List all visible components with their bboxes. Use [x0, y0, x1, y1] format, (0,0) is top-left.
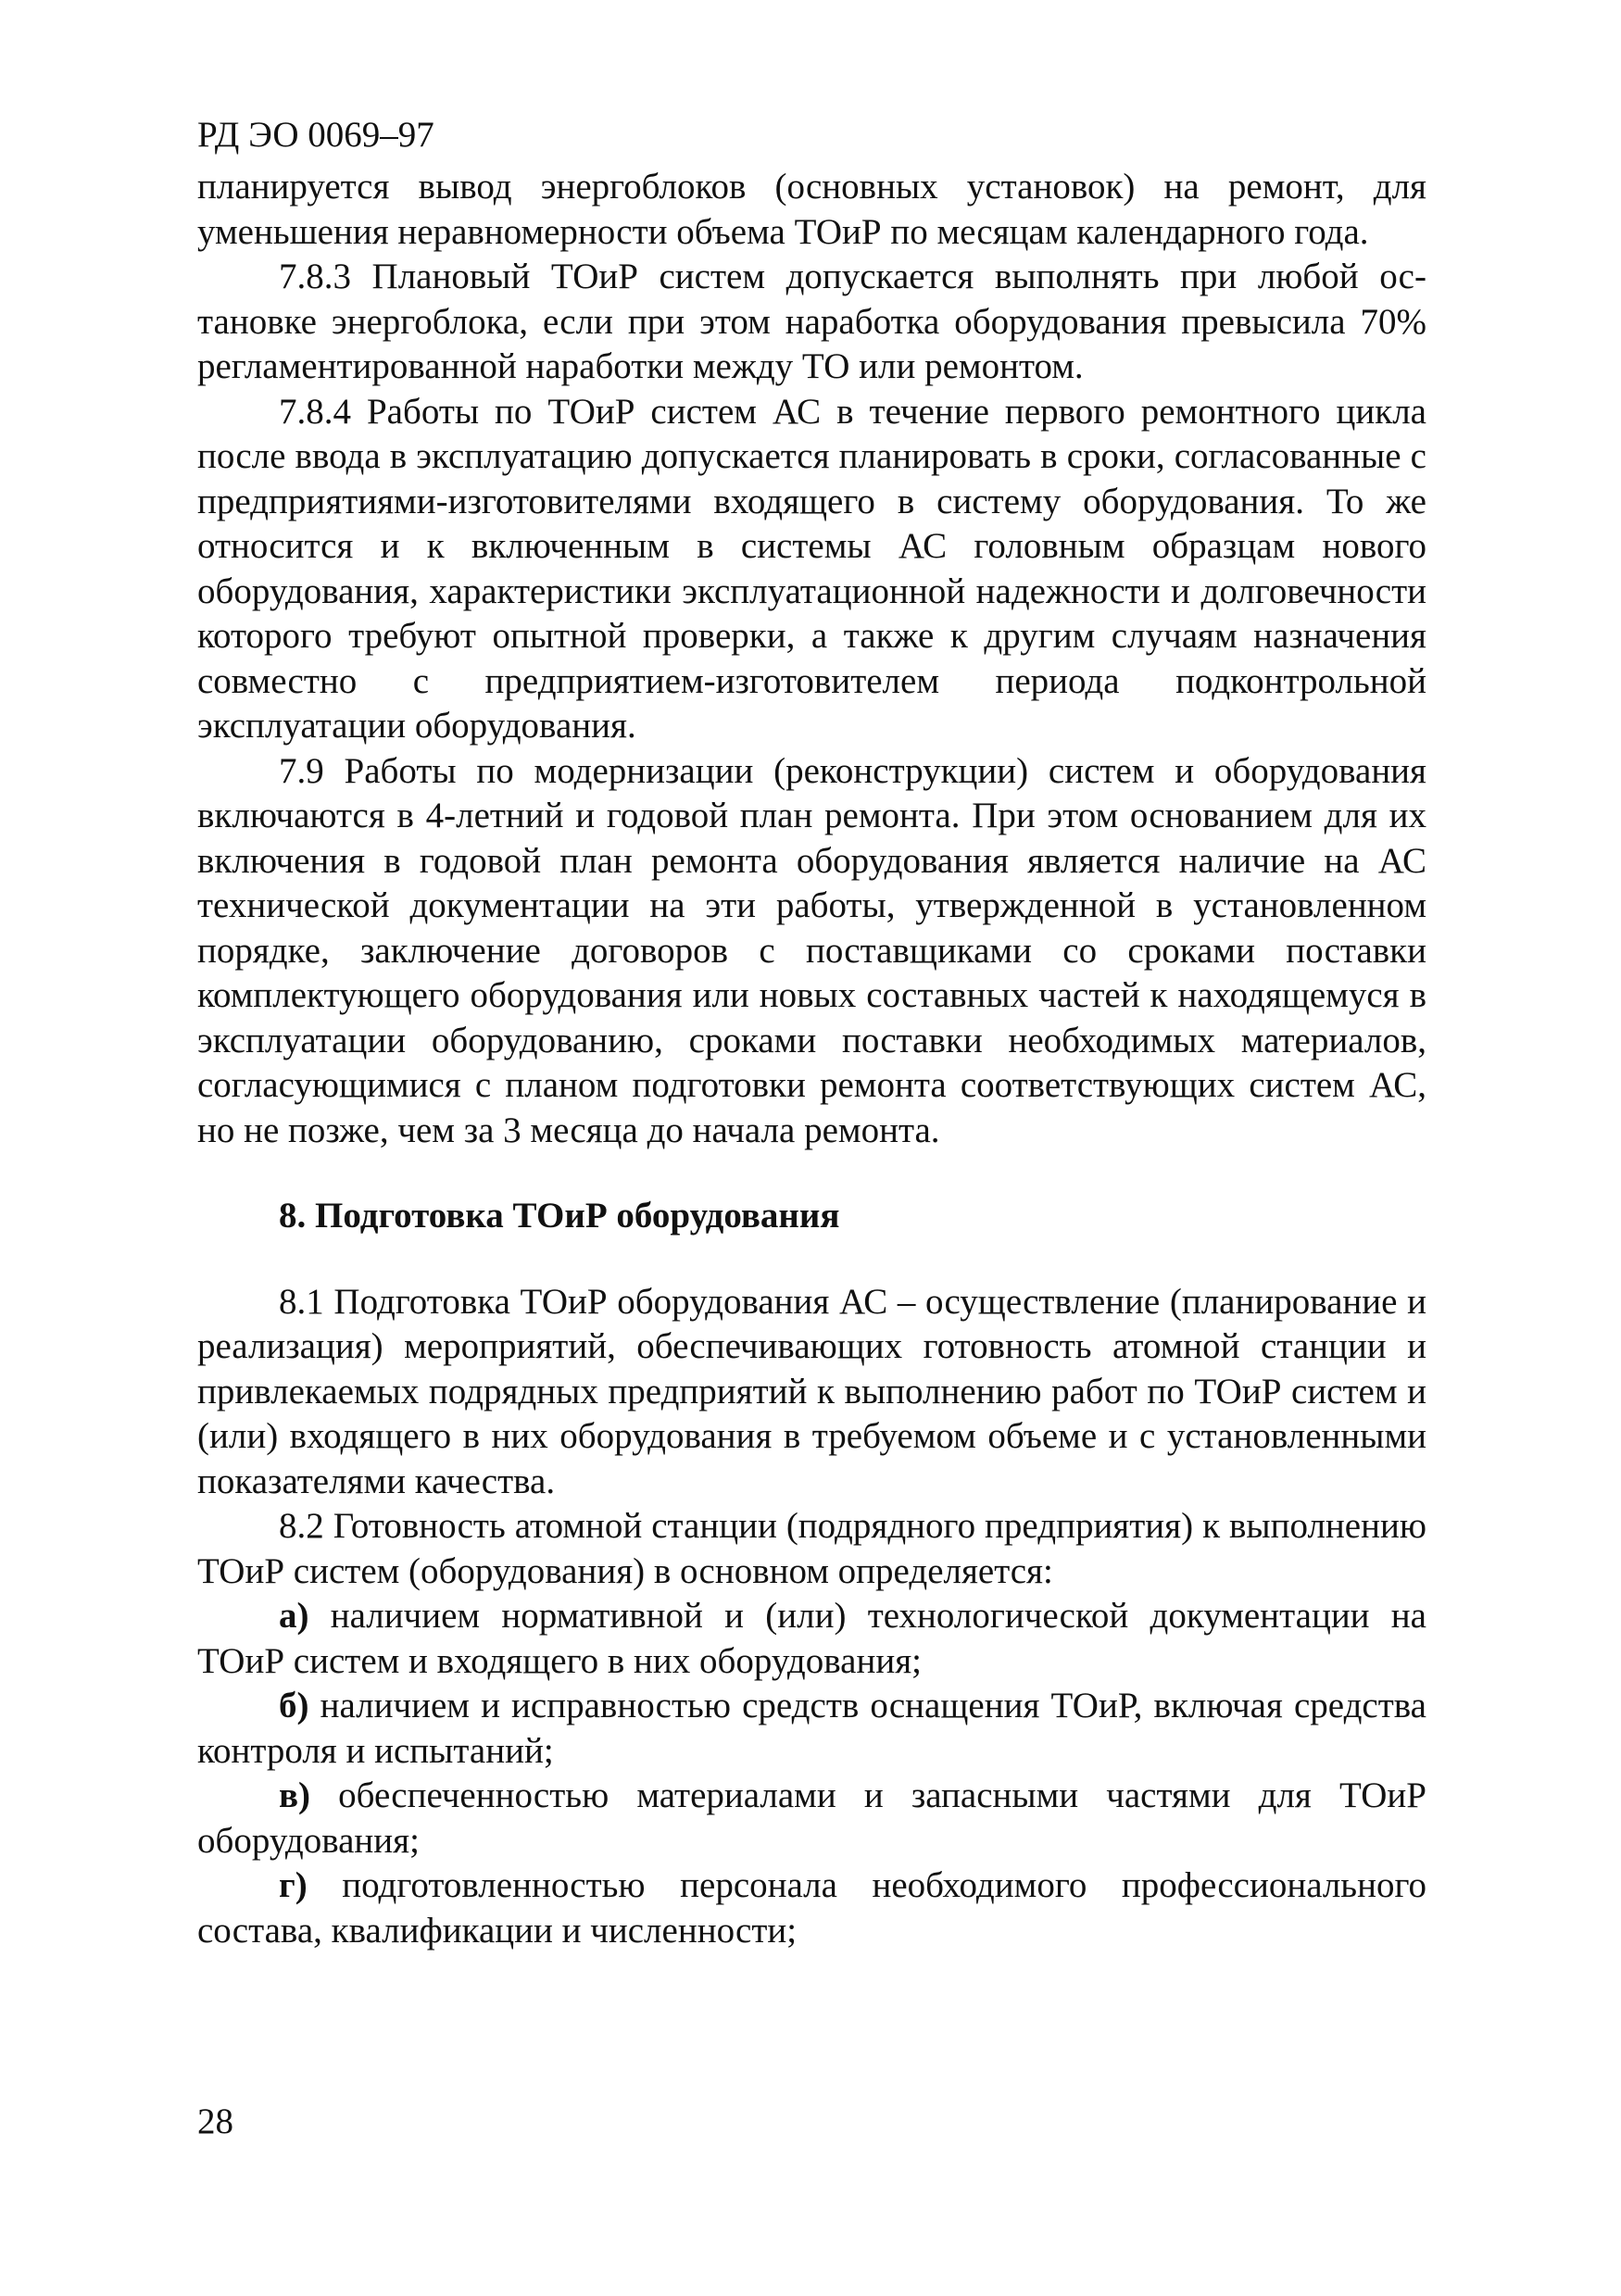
- list-item-text: подготовленностью персонала необходимого профессионального состава, квалификации и численности;: [197, 1865, 1426, 1951]
- paragraph-7-9: 7.9 Работы по модернизации (реконструкции) систем и оборудования включаются в 4-летний и годовой план ремонта. При этом основанием для их включения в годовой план ремонта оборудования является наличие на АС технической документации на эти работы, утвержденной в установленном порядке, заключение договоров с поставщиками со сроками поставки комплектующего оборудования или новых составных частей к находящемуся в эксплуатации оборудованию, сроками поставки необходимых материалов, согласующимися с планом подготовки ремонта соответствующих систем АС, но не позже, чем за 3 месяца до начала ремонта.: [197, 750, 1426, 1150]
- list-marker: а): [279, 1596, 309, 1636]
- paragraph-7-8-3: 7.8.3 Плановый ТОиР систем допускается выполнять при любой остановке энергоблока, если при этом наработка оборудования превысила 70% регламентированной наработки между ТО или ремонтом.: [197, 257, 1426, 386]
- list-item-text: наличием и исправностью средств оснащения ТОиР, включая средства контроля и испытаний;: [197, 1686, 1426, 1771]
- list-item-b: [197, 1684, 1426, 1774]
- paragraph-7-8-4: 7.8.4 Работы по ТОиР систем АС в течение первого ремонтного цикла после ввода в эксплуатацию допускается планировать в сроки, согласованные с предприятиями-изготовителями входящего в систему оборудования. То же относится и к включенным в системы АС головным образцам нового оборудования, характеристики эксплуатационной надежности и долговечности которого требуют опытной проверки, а также к другим случаям назначения совместно с предприятием-изготовителем периода подконтрольной эксплуатации оборудования.: [197, 391, 1426, 746]
- list-marker: б): [279, 1686, 309, 1725]
- paragraph-8-1: 8.1 Подготовка ТОиР оборудования АС – осуществление (планирование и реализация) мероприятий, обеспечивающих готовность атомной станции и привлекаемых подрядных предприятий к выполнению работ по ТОиР систем и (или) входящего в них оборудования в требуемом объеме и с установленными показателями качества.: [197, 1281, 1426, 1501]
- list-item-a: [197, 1594, 1426, 1684]
- section-heading: 8. Подготовка ТОиР оборудования: [279, 1196, 840, 1236]
- paragraph-continued: планируется вывод энергоблоков (основных установок) на ремонт, для уменьшения неравномерности объема ТОиР по месяцам календарного года.: [197, 167, 1426, 252]
- document-code-header: РД ЭО 0069–97: [197, 115, 434, 155]
- page-number: 28: [197, 2102, 233, 2141]
- list-item-text: обеспеченностью материалами и запасными частями для ТОиР оборудования;: [197, 1775, 1426, 1861]
- page-body: [197, 165, 1426, 1953]
- list-item-g: [197, 1863, 1426, 1953]
- list-marker: г): [279, 1865, 308, 1905]
- list-item-text: наличием нормативной и (или) технологической документации на ТОиР систем и входящего в них оборудования;: [197, 1596, 1426, 1681]
- list-item-v: [197, 1774, 1426, 1863]
- list-marker: в): [279, 1775, 311, 1815]
- paragraph-8-2: 8.2 Готовность атомной станции (подрядного предприятия) к выполнению ТОиР систем (оборудования) в основном определяется:: [197, 1506, 1426, 1591]
